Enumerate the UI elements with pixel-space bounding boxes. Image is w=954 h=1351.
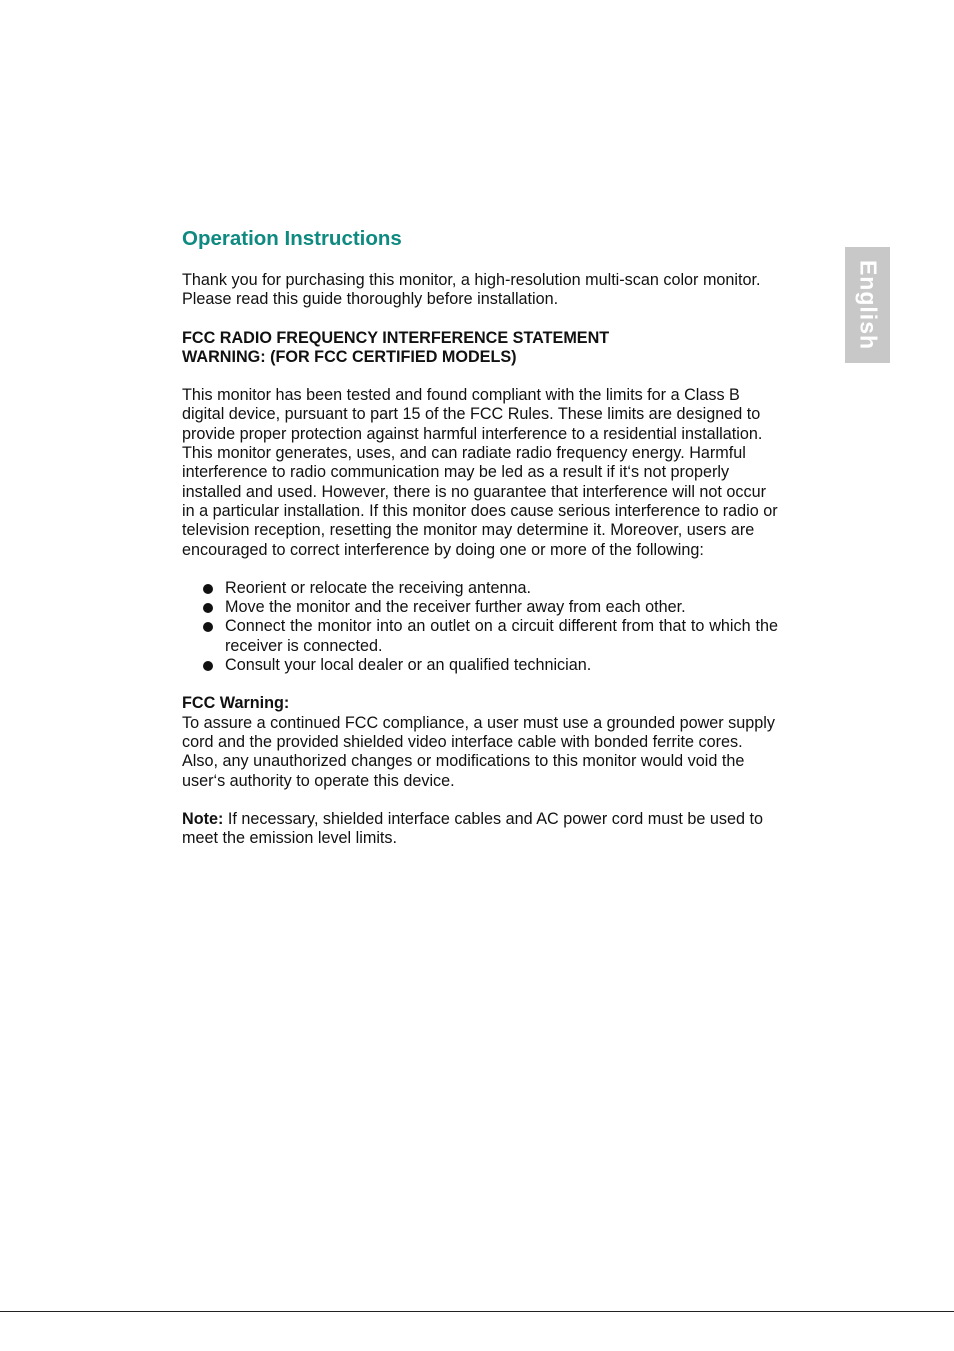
language-tab-label: English [855,259,881,351]
bullet-icon [203,584,213,594]
bullet-icon [203,603,213,613]
list-item: Connect the monitor into an outlet on a circuit different from that to which the receiver is connected. [182,617,778,656]
fcc-warning-models-heading: WARNING: (FOR FCC CERTIFIED MODELS) [182,347,517,366]
fcc-statement-heading: FCC RADIO FREQUENCY INTERFERENCE STATEMENT [182,328,610,347]
note-body: If necessary, shielded interface cables and AC power cord must be used to meet the emission level limits. [182,809,763,848]
intro-text: Thank you for purchasing this monitor, a high-resolution multi-scan color monitor. [182,271,761,289]
document-body [182,271,778,848]
bullet-icon [203,661,213,671]
list-item: Consult your local dealer or an qualified technician. [182,656,778,675]
remedy-list [182,579,778,675]
footer-divider [0,1311,954,1312]
note-label: Note: [182,809,224,828]
fcc-statement-body: This monitor has been tested and found compliant with the limits for a Class B digital device, pursuant to part 15 of the FCC Rules. These limits are designed to provide proper protection against harmful interference to a residential installation. This monitor generates, uses, and can radiate radio frequency energy. Harmful interference to radio communication may be led as a result if it‘s not properly installed and used. However, there is no guarantee that interference will not occur in a particular installation. If this monitor does cause serious interference to radio or television reception, resetting the monitor may determine it. Moreover, users are encouraged to correct interference by doing one or more of the following: [182,386,778,559]
note-paragraph [182,810,778,849]
fcc-warning-heading: FCC Warning: [182,694,290,713]
list-item: Move the monitor and the receiver further away from each other. [182,598,778,617]
page-title: Operation Instructions [182,227,402,250]
fcc-warning-body: To assure a continued FCC compliance, a user must use a grounded power supply cord and the provided shielded video interface cable with bonded ferrite cores. Also, any unauthorized changes or modifications to this monitor would void the user‘s authority to operate this device. [182,713,775,790]
language-tab [845,247,890,363]
list-item: Reorient or relocate the receiving antenna. [182,579,778,598]
bullet-icon [203,622,213,632]
intro-instruction: Please read this guide thoroughly before installation. [182,290,559,309]
